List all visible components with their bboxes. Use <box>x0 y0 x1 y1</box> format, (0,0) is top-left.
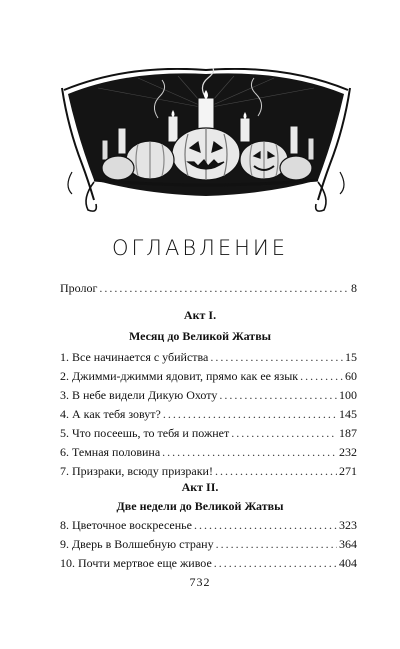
entry-title: 2. Джимми-джимми ядовит, прямо как ее язык <box>60 369 299 383</box>
entry-page: 323 <box>339 518 357 532</box>
entry-page: 364 <box>339 537 357 551</box>
toc-act-1 <box>60 348 357 481</box>
leader-dots <box>99 279 349 298</box>
entry-page: 145 <box>339 407 357 421</box>
entry-title: 7. Призраки, всюду призраки! <box>60 464 213 478</box>
entry-page: 232 <box>339 445 357 459</box>
leader-dots <box>216 535 337 554</box>
page-number: 732 <box>189 575 211 589</box>
toc-prologue <box>60 279 357 298</box>
toc-entry <box>60 279 357 298</box>
toc-entry <box>60 367 357 386</box>
act-1-label: Акт I. <box>183 308 217 322</box>
entry-page: 404 <box>339 556 357 570</box>
entry-title: 5. Что посеешь, то тебя и пожнет <box>60 426 230 440</box>
entry-page: 100 <box>339 388 357 402</box>
toc-entry <box>60 386 357 405</box>
leader-dots <box>162 443 337 462</box>
entry-page: 8 <box>351 281 357 295</box>
entry-page: 15 <box>345 350 357 364</box>
entry-title: 10. Почти мертвое еще живое <box>60 556 212 570</box>
entry-title: 8. Цветочное воскресенье <box>60 518 192 532</box>
toc-act-2 <box>60 516 357 573</box>
entry-title: 9. Дверь в Волшебную страну <box>60 537 214 551</box>
pumpkin-vignette-illustration <box>58 68 354 214</box>
entry-title: 4. А как тебя зовут? <box>60 407 161 421</box>
act-1-subtitle: Месяц до Великой Жатвы <box>128 329 272 343</box>
entry-page: 60 <box>345 369 357 383</box>
entry-title: 6. Темная половина <box>60 445 161 459</box>
toc-entry <box>60 348 357 367</box>
entry-title: 1. Все начинается с убийства <box>60 350 209 364</box>
leader-dots <box>231 424 337 443</box>
toc-entry <box>60 516 357 535</box>
leader-dots <box>300 367 343 386</box>
act-2-label: Акт II. <box>181 480 219 494</box>
entry-page: 187 <box>339 426 357 440</box>
leader-dots <box>194 516 337 535</box>
leader-dots <box>163 405 337 424</box>
entry-title: Пролог <box>60 281 98 295</box>
leader-dots <box>210 348 343 367</box>
leader-dots <box>219 386 337 405</box>
toc-entry <box>60 554 357 573</box>
toc-entry <box>60 462 357 481</box>
page-title: ОГЛАВЛЕНИЕ <box>111 236 289 260</box>
leader-dots <box>214 554 337 573</box>
toc-entry <box>60 535 357 554</box>
toc-entry <box>60 424 357 443</box>
leader-dots <box>215 462 337 481</box>
toc-entry <box>60 443 357 462</box>
act-2-subtitle: Две недели до Великой Жатвы <box>116 499 284 513</box>
entry-page: 271 <box>339 464 357 478</box>
entry-title: 3. В небе видели Дикую Охоту <box>60 388 218 402</box>
toc-entry <box>60 405 357 424</box>
